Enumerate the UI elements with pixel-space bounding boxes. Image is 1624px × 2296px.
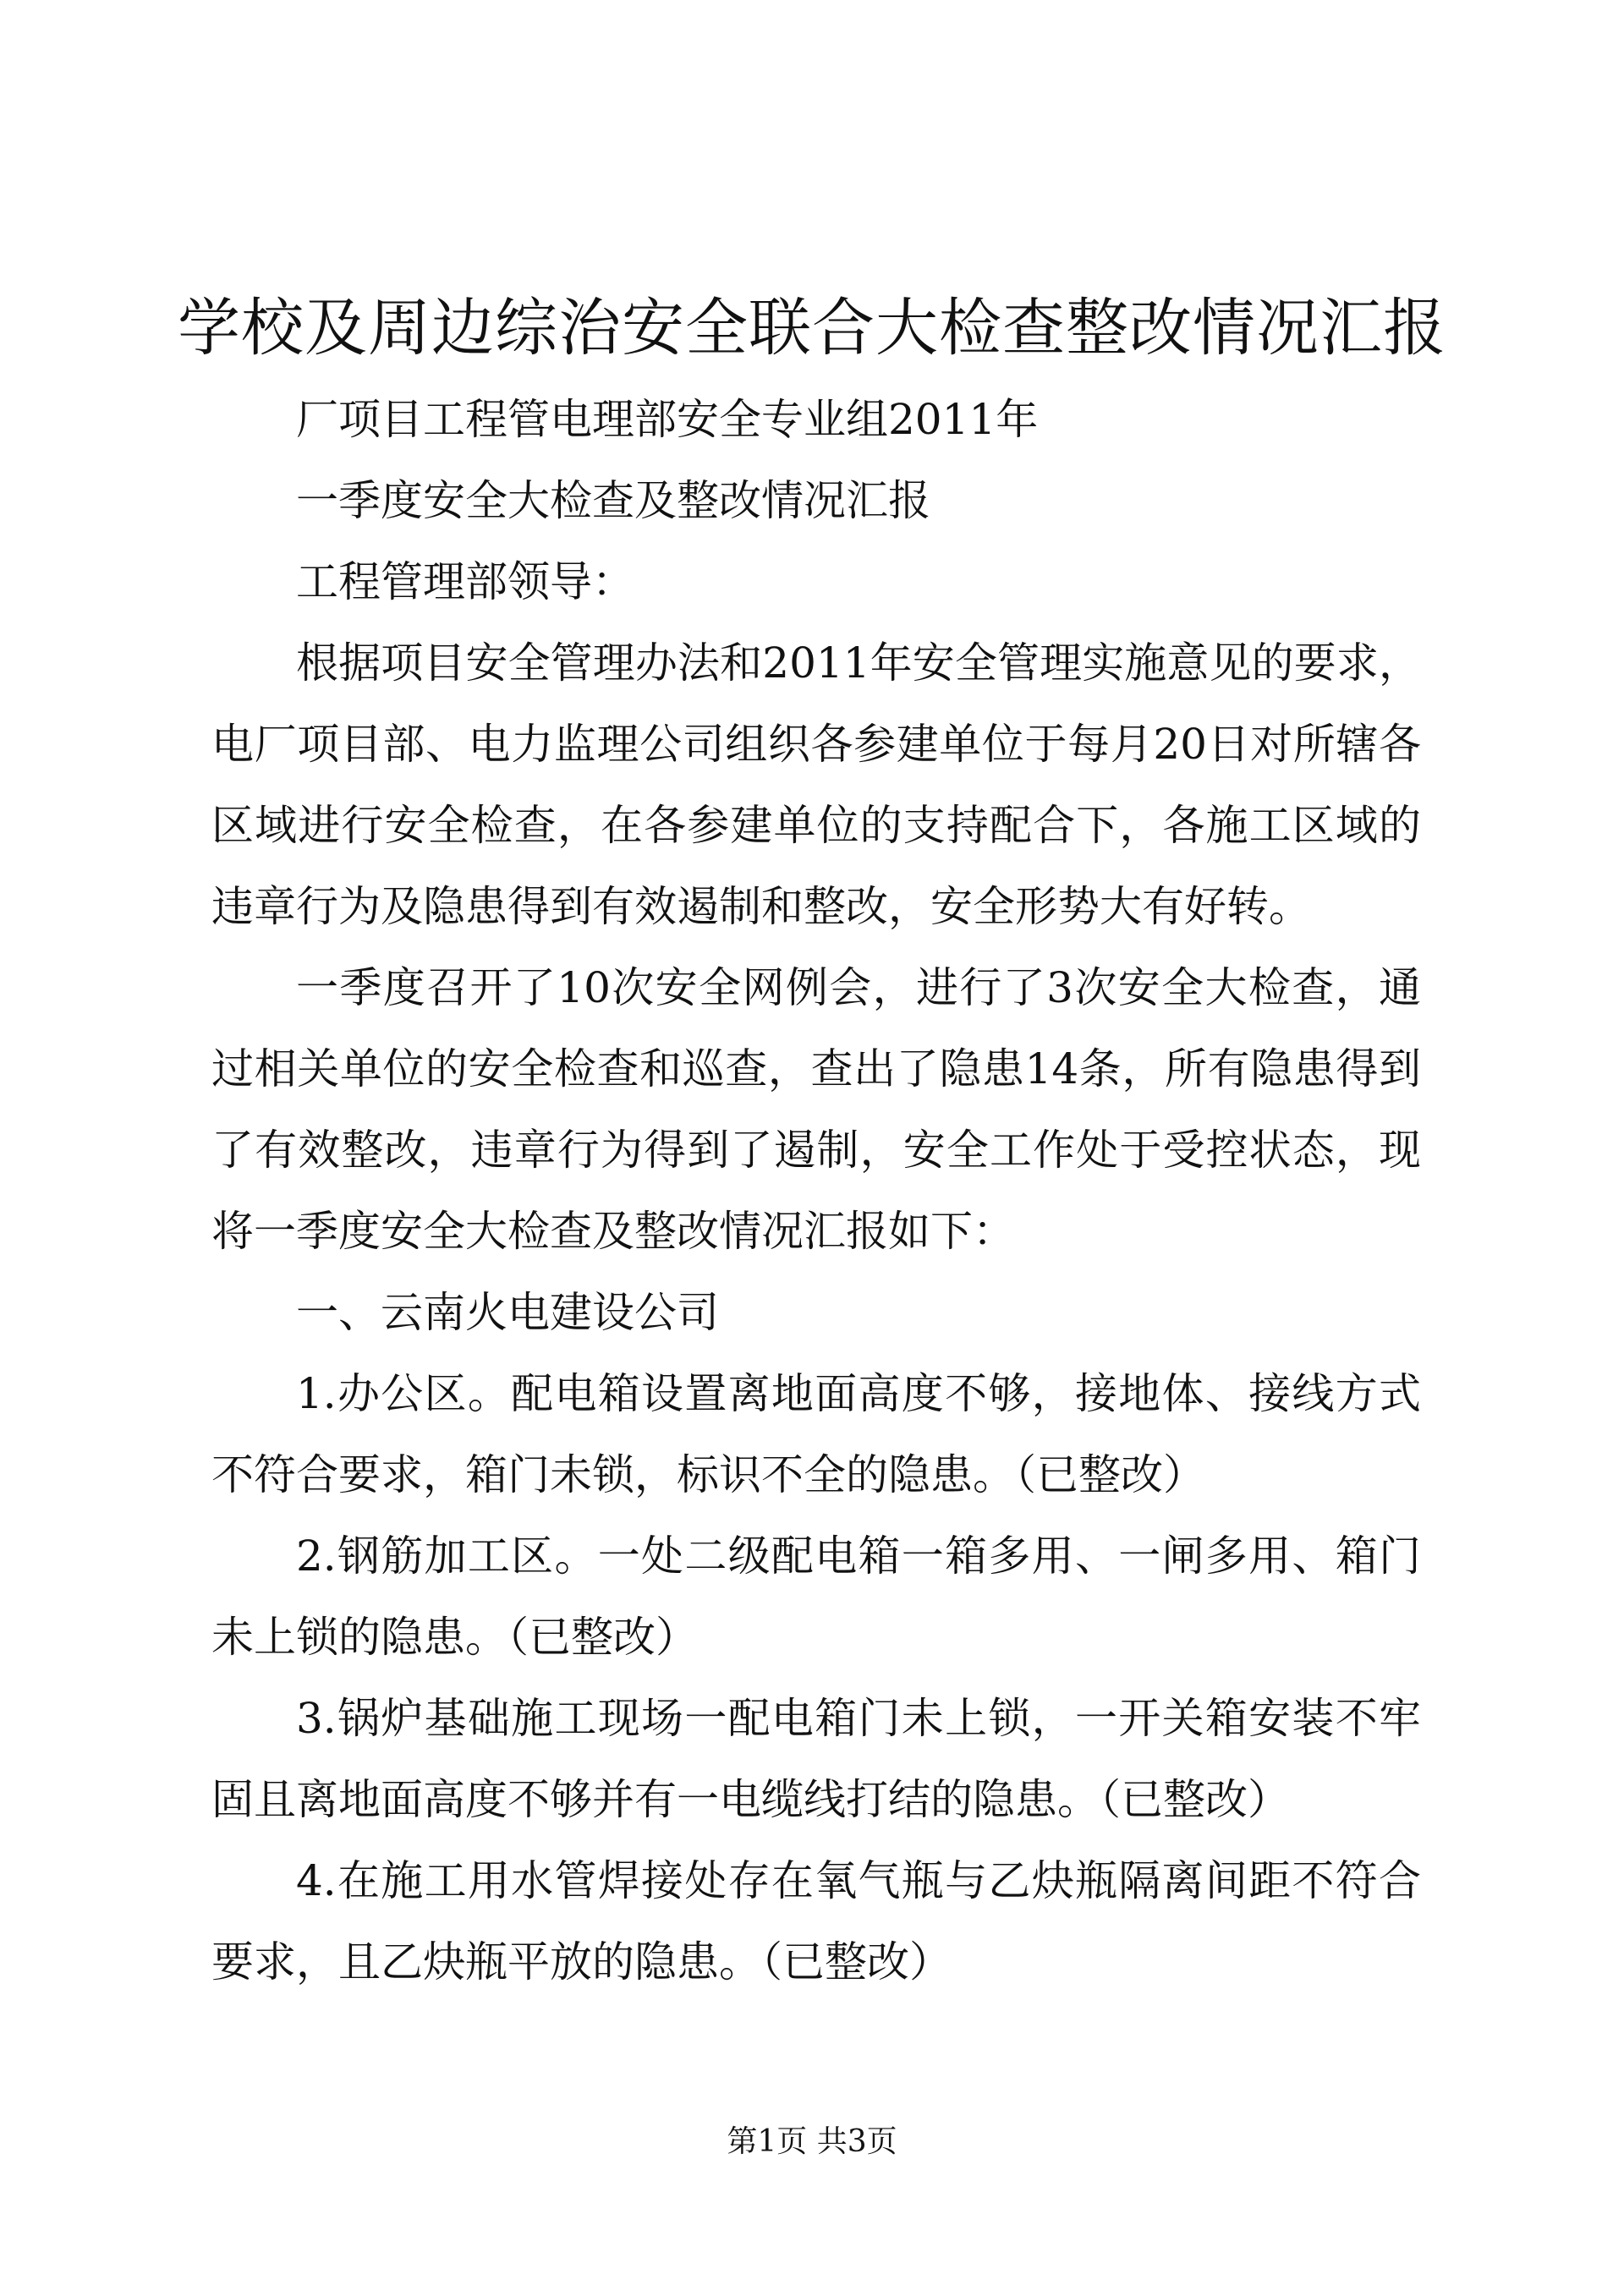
paragraph-5: 一季度召开了10次安全网例会，进行了3次安全大检查，通过相关单位的安全检查和巡查，查出了隐患14条，所有隐患得到了有效整改，违章行为得到了遏制，安全工作处于受控状态，现将一季度安全大检查及整改情况汇报如下： (211, 963, 1421, 1256)
paragraph-2: 一季度安全大检查及整改情况汇报 (296, 476, 930, 525)
document-body (211, 379, 1421, 2003)
item-4: 4.在施工用水管焊接处存在氧气瓶与乙炔瓶隔离间距不符合要求，且乙炔瓶平放的隐患。（已整改） (211, 1856, 1421, 1986)
paragraph-4: 根据项目安全管理办法和2011年安全管理实施意见的要求，电厂项目部、电力监理公司组织各参建单位于每月20日对所辖各区域进行安全检查，在各参建单位的支持配合下，各施工区域的违章行为及隐患得到有效遏制和整改，安全形势大有好转。 (211, 638, 1421, 931)
paragraph-1: 厂项目工程管电理部安全专业组2011年 (296, 395, 1039, 444)
document-title: 学校及周边综治安全联合大检查整改情况汇报 (178, 292, 1446, 364)
paragraph-salutation: 工程管理部领导： (296, 557, 634, 606)
item-2: 2.钢筋加工区。一处二级配电箱一箱多用、一闸多用、箱门未上锁的隐患。（已整改） (211, 1532, 1421, 1662)
page-number: 第1页 共3页 (727, 2124, 897, 2159)
section-heading-1: 一、云南火电建设公司 (296, 1288, 719, 1337)
item-1: 1.办公区。配电箱设置离地面高度不够，接地体、接线方式不符合要求，箱门未锁，标识不全的隐患。（已整改） (211, 1369, 1421, 1499)
item-3: 3.锅炉基础施工现场一配电箱门未上锁，一开关箱安装不牢固且离地面高度不够并有一电缆线打结的隐患。（已整改） (211, 1694, 1421, 1824)
